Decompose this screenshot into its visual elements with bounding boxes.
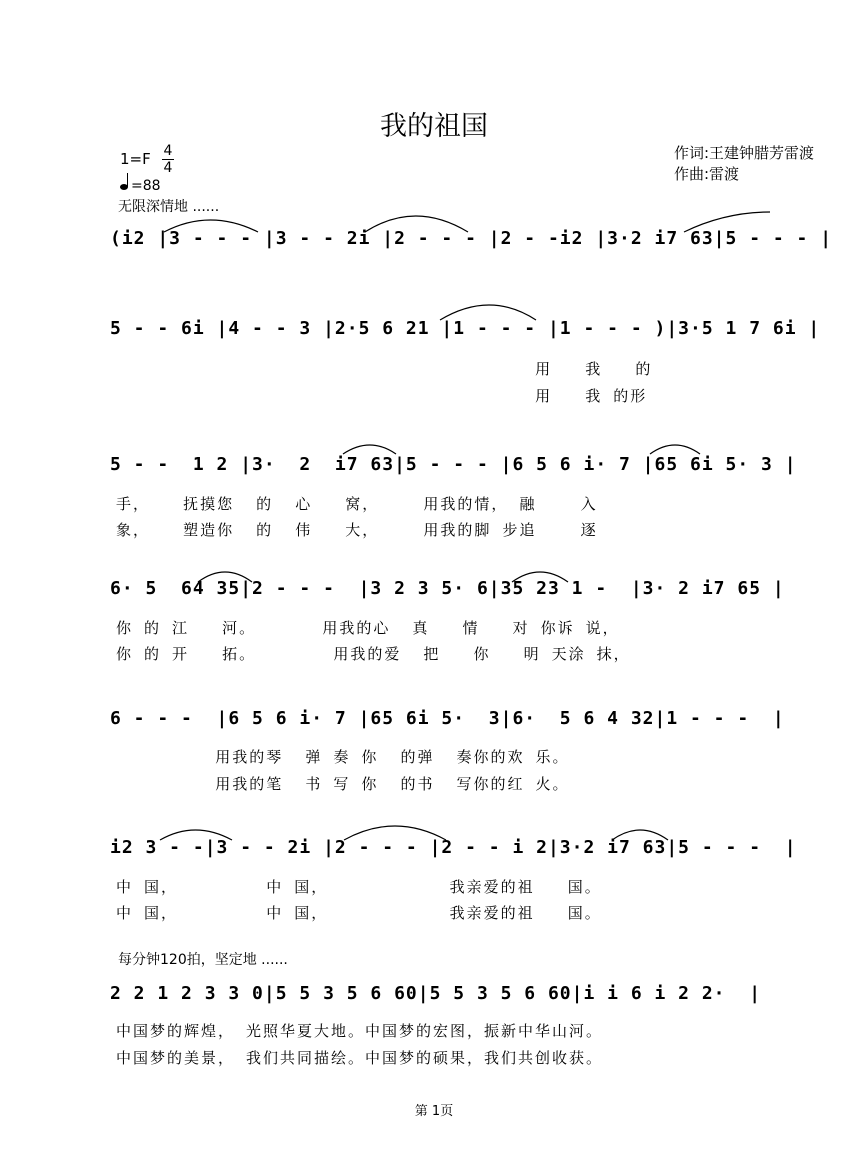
notation-line-2: 5 - - 6i |4 - - 3 |2·5 6 21 |1 - - - |1 - - - )|3·5 1 7 6i | — [110, 318, 821, 339]
time-bottom: 4 — [163, 160, 173, 176]
lyric-line-3a: 你 的 江 河。 用我的心 真 情 对 你诉 说， — [116, 619, 620, 637]
credits — [674, 143, 814, 185]
notation-line-5: 6 - - - |6 5 6 i· 7 |65 6i 5· 3|6· 5 6 4 32|1 - - - | — [110, 708, 785, 729]
tempo-marking — [120, 178, 161, 194]
notation-line-4: 6· 5 64 35|2 - - - |3 2 3 5· 6|35 23 1 - |3· 2 i7 65 | — [110, 578, 785, 599]
song-title: 我的祖国 — [380, 111, 488, 142]
composer: 作曲:雷渡 — [674, 165, 740, 183]
key-label: 1=F — [120, 150, 151, 168]
slur — [343, 445, 396, 454]
expression-intro: 无限深情地 ...... — [118, 199, 220, 215]
notation-line-1: (i2 |3 - - - |3 - - 2i |2 - - - |2 - -i2 |3·2 i7 63|5 - - - | — [110, 228, 833, 249]
lyric-line-1a: 用 我 的 — [116, 360, 653, 378]
expression-section2: 每分钟120拍，坚定地 ...... — [118, 952, 288, 968]
quarter-note-icon — [120, 184, 128, 190]
time-top: 4 — [163, 143, 173, 159]
lyric-line-3b: 你 的 开 拓。 用我的爱 把 你 明 天涂 抹， — [116, 645, 631, 663]
time-signature — [162, 144, 174, 175]
notation-line-7: 2 2 1 2 3 3 0|5 5 3 5 6 60|5 5 3 5 6 60|i i 6 i 2 2· | — [110, 983, 762, 1004]
page-footer: 第 1页 — [414, 1104, 454, 1119]
lyric-line-5a: 中 国， 中 国， 我亲爱的祖 国。 — [116, 878, 602, 896]
lyric-line-5b: 中 国， 中 国， 我亲爱的祖 国。 — [116, 904, 602, 922]
lyric-line-6b: 中国梦的美景， 我们共同描绘。中国梦的硕果，我们共创收获。 — [116, 1049, 604, 1067]
lyric-line-6a: 中国梦的辉煌， 光照华夏大地。中国梦的宏图，振新中华山河。 — [116, 1022, 604, 1040]
notation-line-6: i2 3 - -|3 - - 2i |2 - - - |2 - - i 2|3·2 i7 63|5 - - - | — [110, 837, 797, 858]
lyric-line-2a: 手， 抚摸您 的 心 窝， 用我的情， 融 入 — [116, 495, 598, 513]
lyric-line-4a: 用我的琴 弹 奏 你 的弹 奏你的欢 乐。 — [116, 748, 570, 766]
slur — [650, 445, 700, 454]
lyric-line-1b: 用 我 的形 — [116, 387, 648, 405]
key-signature — [120, 143, 173, 176]
tempo-value: =88 — [131, 178, 161, 194]
lyric-line-4b: 用我的笔 书 写 你 的书 写你的红 火。 — [116, 775, 570, 793]
notation-line-3: 5 - - 1 2 |3· 2 i7 63|5 - - - |6 5 6 i· 7 |65 6i 5· 3 | — [110, 454, 797, 475]
lyricist: 作词:王建钟腊芳雷渡 — [674, 144, 815, 162]
lyric-line-2b: 象， 塑造你 的 伟 大， 用我的脚 步追 逐 — [116, 521, 598, 539]
